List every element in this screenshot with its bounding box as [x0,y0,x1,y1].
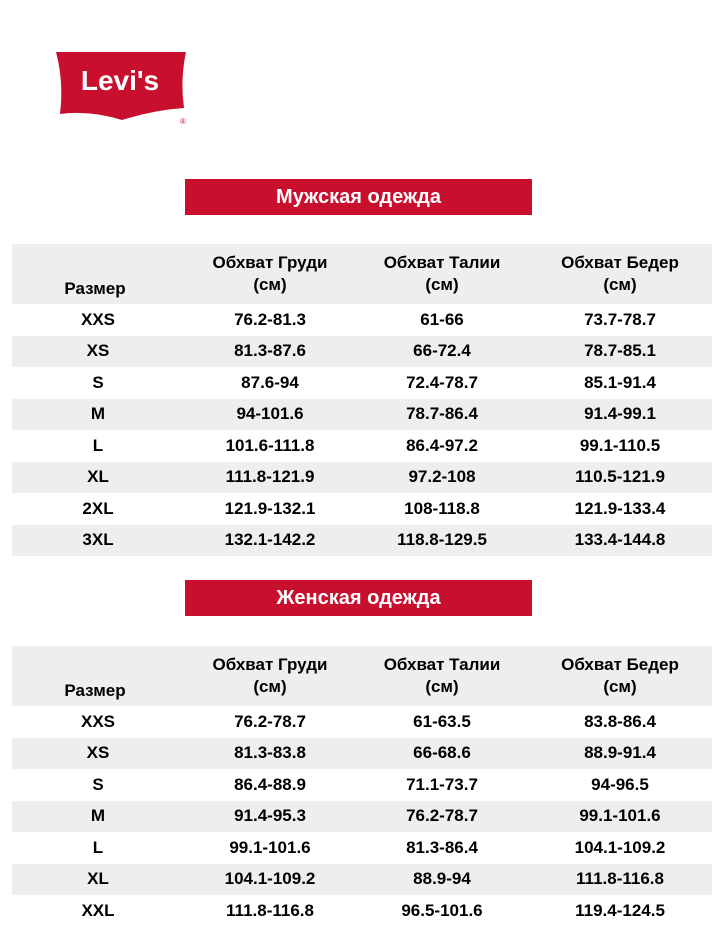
chest-column-header: Обхват Груди (см) [184,244,356,304]
waist-cell: 118.8-129.5 [356,525,528,557]
size-cell: 3XL [12,525,184,557]
size-cell: XS [12,738,184,770]
size-cell: L [92,837,104,857]
chest-cell: 121.9-132.1 [224,498,316,518]
table-row [12,895,712,927]
waist-cell: 108-118.8 [404,498,480,518]
size-cell: S [92,774,104,794]
hips-column-header: Обхват Бедер (см) [528,646,712,706]
size-cell: XXS [80,309,116,329]
size-cell: M [12,399,184,431]
chest-cell: 99.1-101.6 [229,837,311,857]
men-section-title: Мужская одежда [185,179,532,215]
waist-cell: 61-66 [420,309,464,329]
waist-cell: 66-72.4 [356,336,528,368]
size-cell: L [92,435,104,455]
table-row [12,864,712,896]
chest-cell: 101.6-111.8 [225,435,315,455]
chest-cell: 111.8-121.9 [184,462,356,494]
chest-cell: 111.8-116.8 [226,900,314,920]
size-column-header: Размер [12,244,184,304]
registered-mark: ® [180,117,186,126]
women-section-title: Женская одежда [185,580,532,616]
waist-cell: 72.4-78.7 [406,372,478,392]
table-row [12,706,712,738]
hips-cell: 83.8-86.4 [584,711,656,731]
table-header-row [12,646,712,706]
women-size-table [12,646,712,927]
table-row [12,336,712,368]
waist-cell: 71.1-73.7 [406,774,478,794]
chest-cell: 87.6-94 [241,372,299,392]
size-column-header: Размер [12,646,184,706]
hips-cell: 121.9-133.4 [574,498,666,518]
hips-column-header: Обхват Бедер (см) [528,244,712,304]
hips-cell: 73.7-78.7 [584,309,656,329]
hips-cell: 133.4-144.8 [528,525,712,557]
hips-cell: 99.1-110.5 [579,435,661,455]
table-row [12,430,712,462]
waist-cell: 76.2-78.7 [356,801,528,833]
men-size-table [12,244,712,556]
size-cell: XS [12,336,184,368]
size-cell: S [92,372,104,392]
table-header-row [12,244,712,304]
waist-cell: 81.3-86.4 [406,837,478,857]
hips-cell: 104.1-109.2 [574,837,666,857]
table-row [12,304,712,336]
table-row [12,801,712,833]
hips-cell: 78.7-85.1 [528,336,712,368]
table-row [12,493,712,525]
size-cell: XXS [80,711,116,731]
chest-cell: 91.4-95.3 [184,801,356,833]
chest-cell: 104.1-109.2 [184,864,356,896]
table-row [12,769,712,801]
chest-cell: 94-101.6 [184,399,356,431]
table-row [12,462,712,494]
levis-logo [54,50,190,126]
size-cell: XL [12,864,184,896]
hips-cell: 99.1-101.6 [528,801,712,833]
waist-column-header: Обхват Талии (см) [356,244,528,304]
size-cell: XL [12,462,184,494]
chest-column-header: Обхват Груди (см) [184,646,356,706]
waist-cell: 61-63.5 [413,711,471,731]
chest-cell: 76.2-81.3 [234,309,306,329]
waist-cell: 86.4-97.2 [406,435,478,455]
size-cell: XXL [81,900,115,920]
size-cell: 2XL [82,498,114,518]
table-row [12,525,712,557]
hips-cell: 94-96.5 [591,774,649,794]
waist-column-header: Обхват Талии (см) [356,646,528,706]
waist-cell: 88.9-94 [356,864,528,896]
logo-wordmark: Levi's [80,65,160,96]
chest-cell: 86.4-88.9 [234,774,306,794]
table-row [12,832,712,864]
chest-cell: 132.1-142.2 [184,525,356,557]
chest-cell: 81.3-87.6 [184,336,356,368]
waist-cell: 66-68.6 [356,738,528,770]
waist-cell: 97.2-108 [356,462,528,494]
waist-cell: 96.5-101.6 [401,900,483,920]
chest-cell: 76.2-78.7 [234,711,306,731]
hips-cell: 88.9-91.4 [528,738,712,770]
table-row [12,367,712,399]
hips-cell: 111.8-116.8 [528,864,712,896]
hips-cell: 119.4-124.5 [575,900,665,920]
chest-cell: 81.3-83.8 [184,738,356,770]
size-cell: M [12,801,184,833]
waist-cell: 78.7-86.4 [356,399,528,431]
table-row [12,399,712,431]
hips-cell: 110.5-121.9 [528,462,712,494]
table-row [12,738,712,770]
hips-cell: 91.4-99.1 [528,399,712,431]
hips-cell: 85.1-91.4 [584,372,656,392]
